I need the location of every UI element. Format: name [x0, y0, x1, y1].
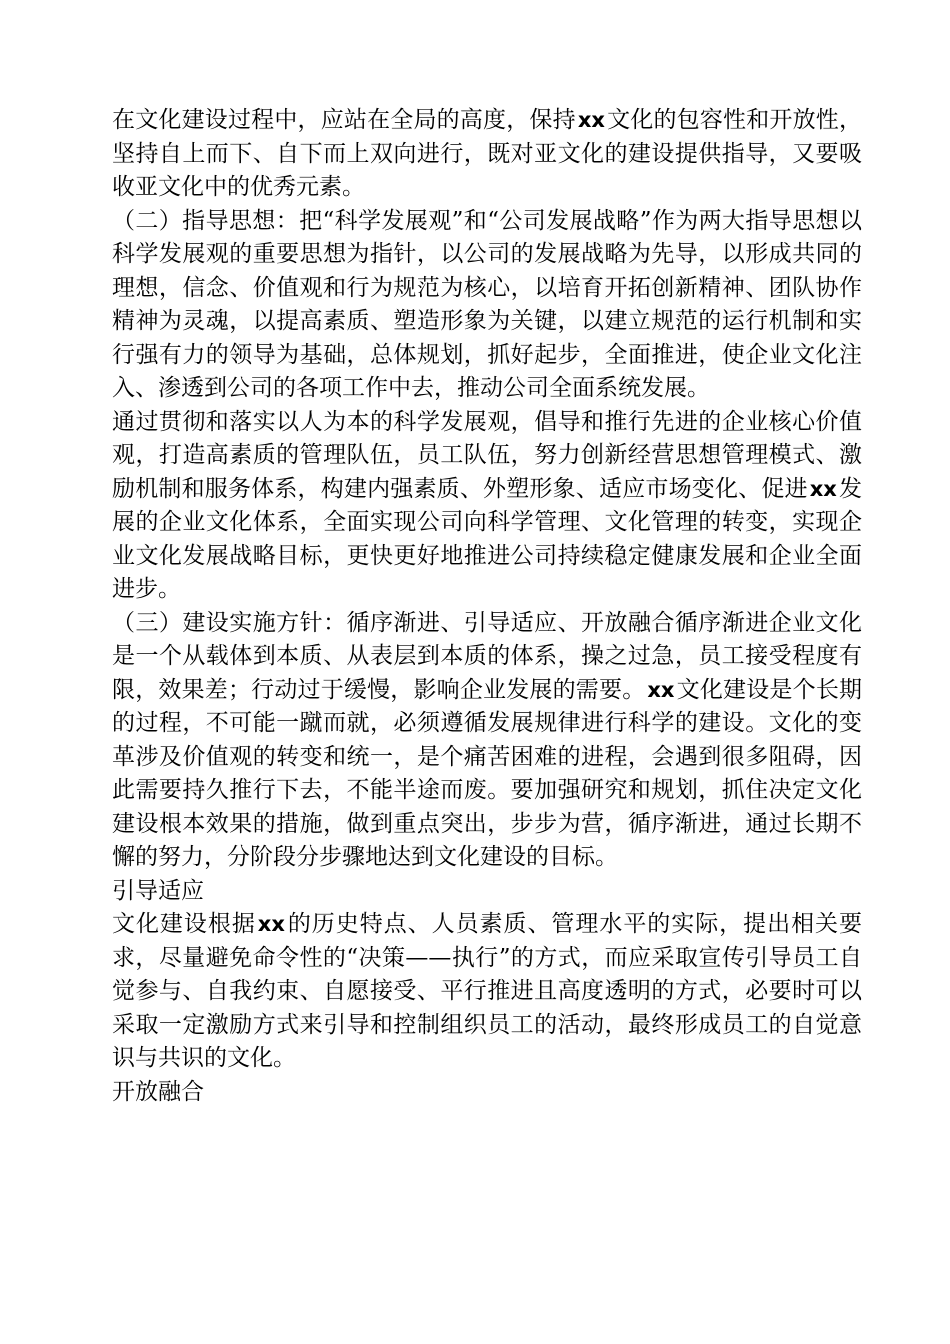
text-segment: 通过贯彻和落实以人为本的科学发展观，倡导和推行先进的企业核心价值观，打造高素质的管理队伍，员工队伍，努力创新经营思想管理模式、激励机制和服务体系，构建内强素质、外塑形象、适应市场变化、促进	[112, 408, 862, 502]
document-page	[112, 104, 862, 1109]
paragraph-guiding-ideology	[112, 205, 862, 406]
company-placeholder: xx	[577, 108, 605, 132]
company-placeholder: xx	[647, 677, 675, 702]
text-segment: 文化的包容性和开放性，坚持自上而下、自下而上双向进行，既对亚文化的建设提供指导，又要吸收亚文化中的优秀元素。	[112, 107, 863, 200]
text-segment: 文化建设根据	[112, 911, 256, 937]
text-segment: 的历史特点、人员素质、管理水平的实际，提出相关要求，尽量避免命令性的“决策——执行”的方式，而应采取宣传引导员工自觉参与、自我约束、自愿接受、平行推进且高度透明的方式，必要时可以采取一定激励方式来引导和控制组织员工的活动，最终形成员工的自觉意识与共识的文化。	[112, 911, 863, 1071]
paragraph-implementation-goals	[112, 406, 862, 607]
paragraph-construction-policy	[112, 607, 862, 875]
text-segment: （二）指导思想：把“科学发展观”和“公司发展战略”作为两大指导思想以科学发展观的重要思想为指针，以公司的发展战略为先导，以形成共同的理想，信念、价值观和行为规范为核心，以培育开拓创新精神、团队协作精神为灵魂，以提高素质、塑造形象为关键，以建立规范的运行机制和实行强有力的领导为基础，总体规划，抓好起步，全面推进，使企业文化注入、渗透到公司的各项工作中去，推动公司全面系统发展。	[112, 207, 862, 401]
text-segment: 在文化建设过程中，应站在全局的高度，保持	[112, 107, 576, 133]
company-placeholder: xx	[809, 476, 837, 501]
text-segment: （三）建设实施方针：循序渐进、引导适应、开放融合循序渐进企业文化是一个从载体到本质、从表层到本质的体系，操之过急，员工接受程度有限，效果差；行动过于缓慢，影响企业发展的需要。	[112, 609, 862, 703]
paragraph-culture-inclusiveness	[112, 104, 862, 205]
heading-open-integration	[112, 1076, 862, 1110]
text-segment: 文化建设是个长期的过程，不可能一蹴而就，必须遵循发展规律进行科学的建设。文化的变革涉及价值观的转变和统一，是个痛苦困难的进程，会遇到很多阻碍，因此需要持久推行下去，不能半途而废。要加强研究和规划，抓住决定文化建设根本效果的措施，做到重点突出，步步为营，循序渐进，通过长期不懈的努力，分阶段分步骤地达到文化建设的目标。	[112, 676, 863, 870]
text-segment: 引导适应	[112, 877, 204, 904]
text-segment: 发展的企业文化体系，全面实现公司向科学管理、文化管理的转变，实现企业文化发展战略目标，更快更好地推进公司持续稳定健康发展和企业全面进步。	[112, 475, 863, 602]
heading-guide-adapt	[112, 875, 862, 909]
text-segment: 开放融合	[112, 1078, 204, 1105]
paragraph-guide-adapt	[112, 908, 862, 1076]
company-placeholder: xx	[257, 912, 285, 936]
